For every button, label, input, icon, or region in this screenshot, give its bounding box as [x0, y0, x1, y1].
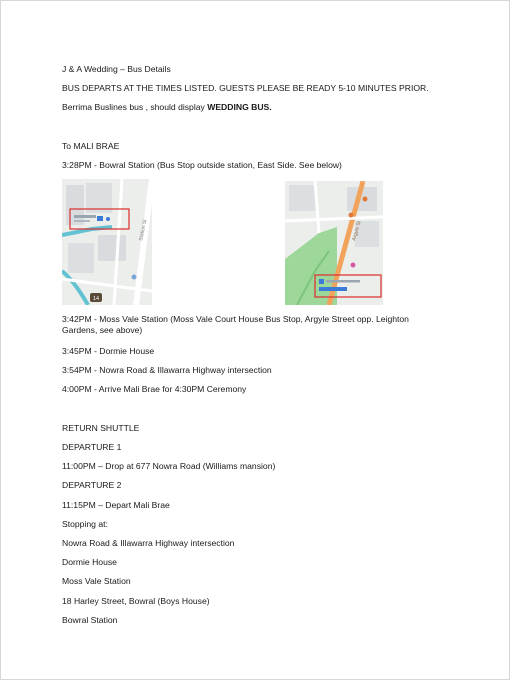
departure-1-detail: 11:00PM – Drop at 677 Nowra Road (Williams mansion) — [62, 461, 276, 471]
bus-display-line — [62, 102, 272, 113]
route-badge: 14 — [92, 296, 100, 302]
return-stop: Nowra Road & Illawarra Highway intersection — [62, 538, 235, 548]
return-stop: Bowral Station — [62, 615, 118, 625]
bus-notice: BUS DEPARTS AT THE TIMES LISTED. GUESTS PLEASE BE READY 5-10 MINUTES PRIOR. — [62, 83, 429, 93]
bus-display-text: Berrima Buslines bus , should display — [62, 102, 208, 112]
stop-nowra-intersection: 3:54PM - Nowra Road & Illawarra Highway intersection — [62, 365, 272, 375]
stopping-at-label: Stopping at: — [62, 519, 108, 529]
return-stop: Moss Vale Station — [62, 576, 131, 586]
doc-heading: J & A Wedding – Bus Details — [62, 64, 171, 74]
moss-vale-map — [285, 181, 383, 305]
bus-display-sign: WEDDING BUS. — [207, 102, 272, 112]
bowral-station-map — [62, 179, 152, 305]
stop-bowral: 3:28PM - Bowral Station (Bus Stop outside station, East Side. See below) — [62, 160, 342, 170]
return-heading: RETURN SHUTTLE — [62, 423, 140, 433]
to-heading: To MALI BRAE — [62, 141, 120, 151]
departure-2-label: DEPARTURE 2 — [62, 480, 122, 490]
return-stop: Dormie House — [62, 557, 117, 567]
return-stop: 18 Harley Street, Bowral (Boys House) — [62, 596, 210, 606]
map-street-label: Station St — [138, 218, 149, 242]
stop-moss-vale: 3:42PM - Moss Vale Station (Moss Vale Court House Bus Stop, Argyle Street opp. Leighton Gardens, see above) — [62, 314, 409, 335]
departure-2-detail: 11:15PM – Depart Mali Brae — [62, 500, 170, 510]
stop-dormie: 3:45PM - Dormie House — [62, 346, 155, 356]
departure-1-label: DEPARTURE 1 — [62, 442, 122, 452]
stop-arrive-mali-brae: 4:00PM - Arrive Mali Brae for 4:30PM Ceremony — [62, 384, 247, 394]
moss-vale-street-label: Argyle St — [351, 220, 363, 242]
